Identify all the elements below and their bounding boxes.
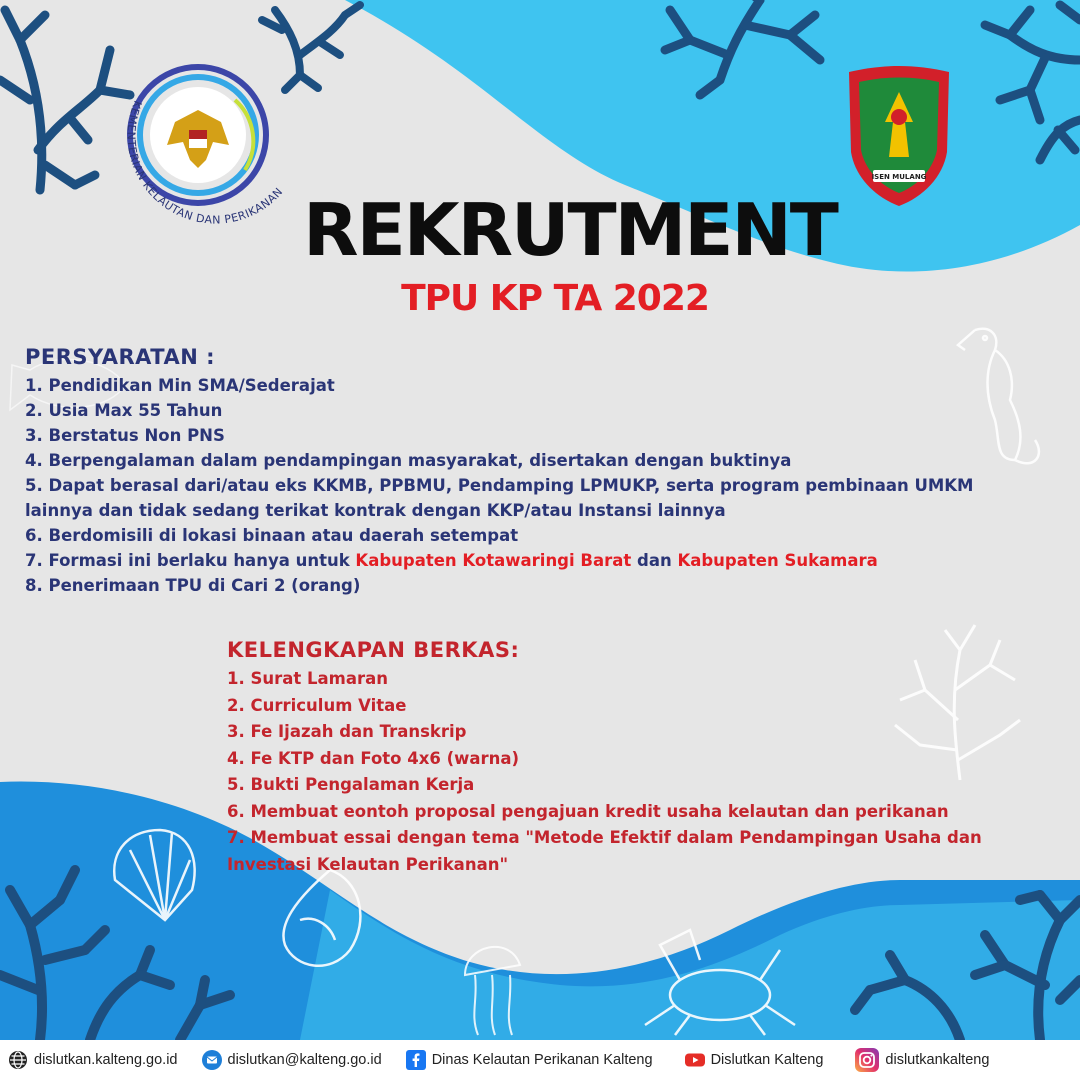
footer-youtube[interactable] [685,1050,824,1070]
requirements-section [25,345,1070,598]
document-item: 5. Bukti Pengalaman Kerja [227,775,475,794]
requirement-item: 3. Berstatus Non PNS [25,426,225,445]
kkp-ring-text: KEMENTERIAN KELAUTAN DAN PERIKANAN [124,98,286,227]
email-text: dislutkan@kalteng.go.id [227,1052,382,1068]
requirements-list [25,373,1070,598]
document-item: 2. Curriculum Vitae [227,695,407,715]
facebook-text: Dinas Kelautan Perikanan Kalteng [431,1052,653,1068]
requirement-item-formation [25,548,1070,573]
page-title: REKRUTMENT [303,188,837,272]
requirement-item: 4. Berpengalaman dalam pendampingan masyarakat, disertakan dengan buktinya [25,451,792,470]
requirement-item: 2. Usia Max 55 Tahun [25,401,223,420]
document-item: 6. Membuat eontoh proposal pengajuan kredit usaha kelautan dan perikanan [227,801,949,821]
document-item-continued: Investasi Kelautan Perikanan" [227,854,509,874]
requirement-item: 8. Penerimaan TPU di Cari 2 (orang) [25,576,361,595]
youtube-text: Dislutkan Kalteng [710,1052,824,1068]
document-item: 7. Membuat essai dengan tema "Metode Efektif dalam Pendampingan Usaha dan [227,828,982,847]
kalteng-motto: ISEN MULANG [871,173,927,181]
page-subtitle: TPU KP TA 2022 [401,278,709,319]
requirement-item-continued: lainnya dan tidak sedang terikat kontrak dengan KKP/atau Instansi lainnya [25,501,726,520]
globe-icon [8,1050,28,1070]
document-item: 4. Fe KTP dan Foto 4x6 (warna) [227,748,520,768]
documents-list [227,666,1077,878]
requirement-item: 6. Berdomisili di lokasi binaan atau daerah setempat [25,526,519,545]
kalteng-province-logo [843,62,955,208]
email-icon [202,1050,222,1070]
document-item: 1. Surat Lamaran [227,669,389,688]
requirement-item: 5. Dapat berasal dari/atau eks KKMB, PPBMU, Pendamping LPMUKP, serta program pembinaan UMKM [25,476,974,495]
formation-prefix: 7. Formasi ini berlaku hanya untuk [25,551,356,570]
facebook-icon [406,1050,426,1070]
region-highlight-sukamara: Kabupaten Sukamara [677,551,878,570]
document-item: 3. Fe Ijazah dan Transkrip [227,722,467,741]
documents-heading: KELENGKAPAN BERKAS: [227,638,520,662]
footer-instagram[interactable] [855,1048,989,1072]
formation-conjunction: dan [631,551,678,570]
footer-website[interactable] [8,1050,178,1070]
footer-email[interactable] [202,1050,382,1070]
requirements-heading: PERSYARATAN : [25,345,216,369]
youtube-icon [685,1050,705,1070]
footer-facebook[interactable] [406,1050,653,1070]
contact-footer [0,1040,1080,1080]
documents-section [227,638,1077,878]
instagram-icon [855,1048,879,1072]
coral-top-left [0,10,130,190]
website-text: dislutkan.kalteng.go.id [34,1052,178,1068]
instagram-text: dislutkankalteng [885,1052,990,1068]
requirement-item: 1. Pendidikan Min SMA/Sederajat [25,376,335,395]
region-highlight-kobar: Kabupaten Kotawaringi Barat [355,551,632,570]
